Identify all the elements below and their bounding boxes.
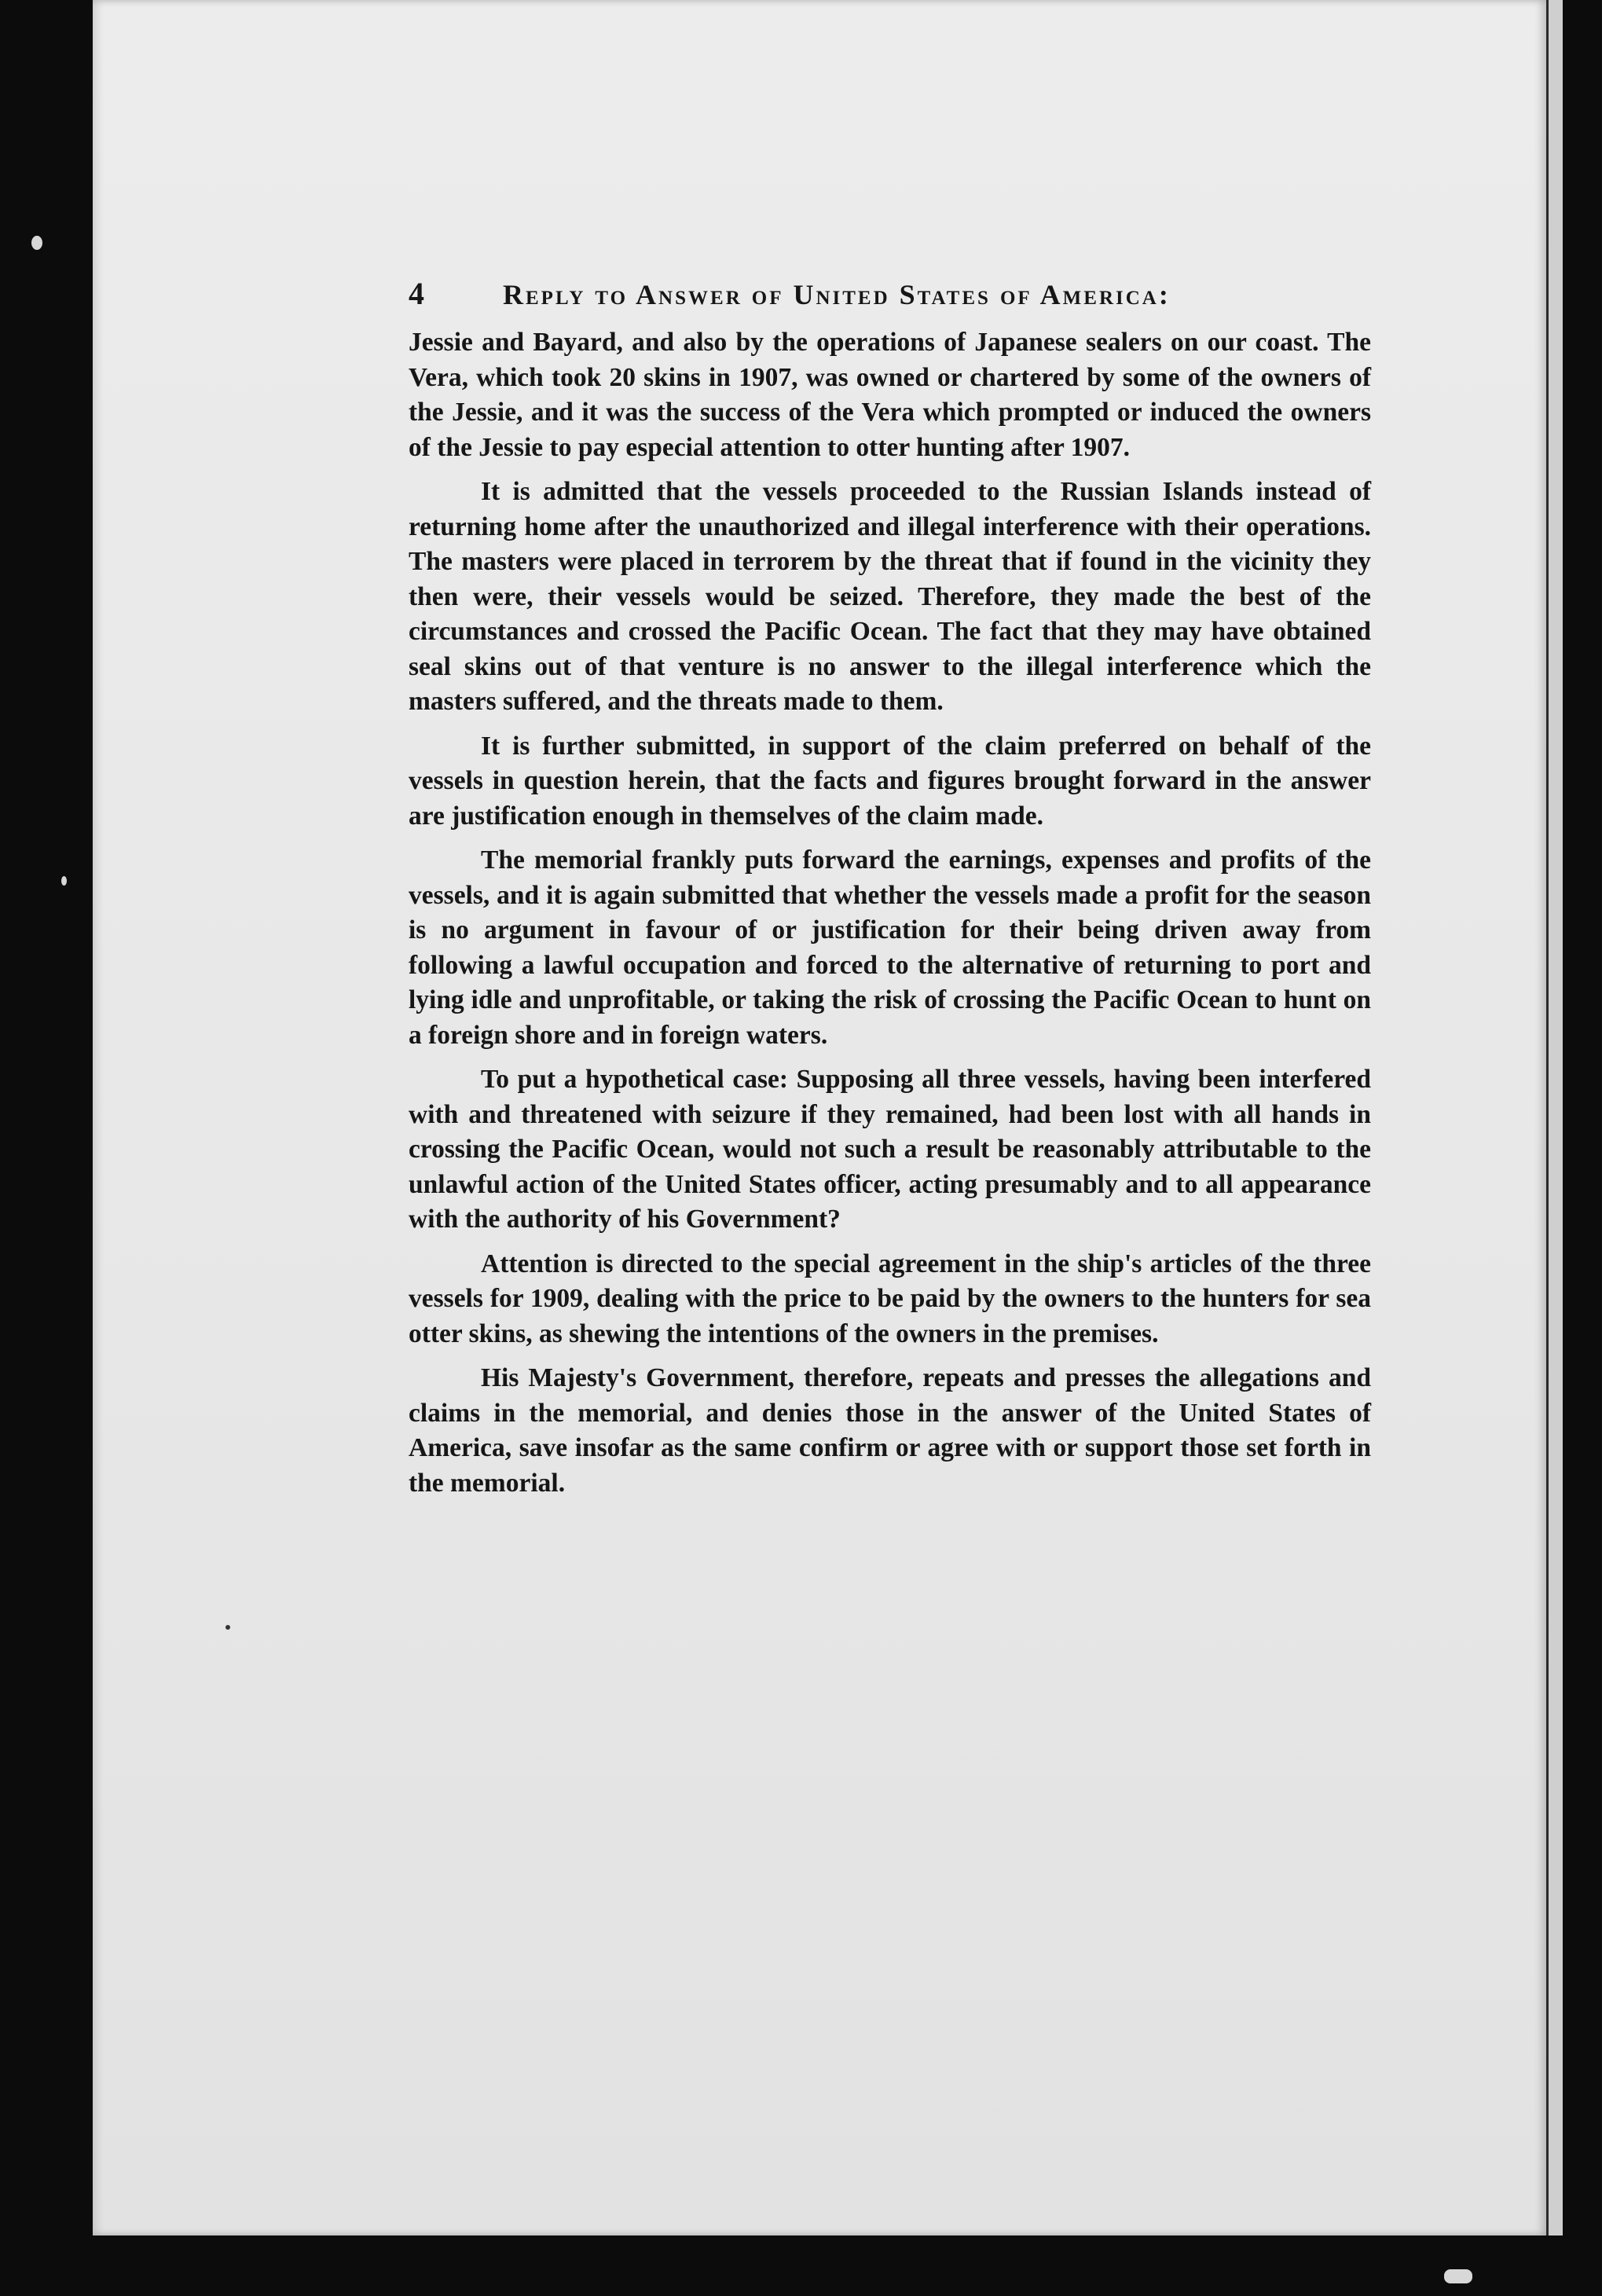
paragraph: Jessie and Bayard, and also by the operations of Japanese sealers on our coast. The Vera, which took 20 skins in 1907, was owned or chartered by some of the owners of the Jessie, and it was the success of the Vera which prompted or induced the owners of the Jessie to pay especial attention to otter hunting after 1907. <box>409 328 1371 462</box>
paragraph: The memorial frankly puts forward the earnings, expenses and profits of the vessels, and it is again submitted that whether the vessels made a profit for the season is no argument in favour of or justification for their being driven away from following a lawful occupation and forced to the alternative of returning to port and lying idle and unprofitable, or taking the risk of crossing the Pacific Ocean to hunt on a foreign shore and in foreign waters. <box>409 845 1371 1050</box>
page-number: 4 <box>409 276 424 311</box>
paragraph: It is further submitted, in support of the claim preferred on behalf of the vessels in question herein, that the facts and figures brought forward in the answer are justification enough in themselves of the claim made. <box>409 731 1371 831</box>
paragraph: To put a hypothetical case: Supposing all three vessels, having been interfered with and threatened with seizure if they remained, had been lost with all hands in crossing the Pacific Ocean, would not such a result be reasonably attributable to the unlawful action of the United States officer, acting presumably and to all appearance with the authority of his Government? <box>409 1065 1371 1234</box>
running-title: Reply to Answer of United States of America: <box>503 279 1171 310</box>
scan-speck <box>1444 2269 1472 2283</box>
scan-speck <box>225 1625 230 1630</box>
paragraph: Attention is directed to the special agreement in the ship's articles of the three vessels for 1909, dealing with the price to be paid by the owners to the hunters for sea otter skins, as shewing the intentions of the owners in the premises. <box>409 1249 1371 1348</box>
paragraph: It is admitted that the vessels proceeded to the Russian Islands instead of returning home after the unauthorized and illegal interference with their operations. The masters were placed in terrorem by the threat that if found in the vicinity they then were, their vessels would be seized. Therefore, they made the best of the circumstances and crossed the Pacific Ocean. The fact that they may have obtained seal skins out of that venture is no answer to the illegal interference which the masters suffered, and the threats made to them. <box>409 477 1371 716</box>
paragraph: His Majesty's Government, therefore, repeats and presses the allegations and claims in the memorial, and denies those in the answer of the United States of America, save insofar as the same confirm or agree with or support those set forth in the memorial. <box>409 1363 1371 1498</box>
scan-speck <box>31 236 42 250</box>
running-head <box>409 275 1371 314</box>
page-text <box>409 275 1371 1510</box>
scan-speck <box>61 876 67 886</box>
scan-border-right <box>1564 0 1602 2296</box>
page-edge <box>1546 0 1563 2235</box>
